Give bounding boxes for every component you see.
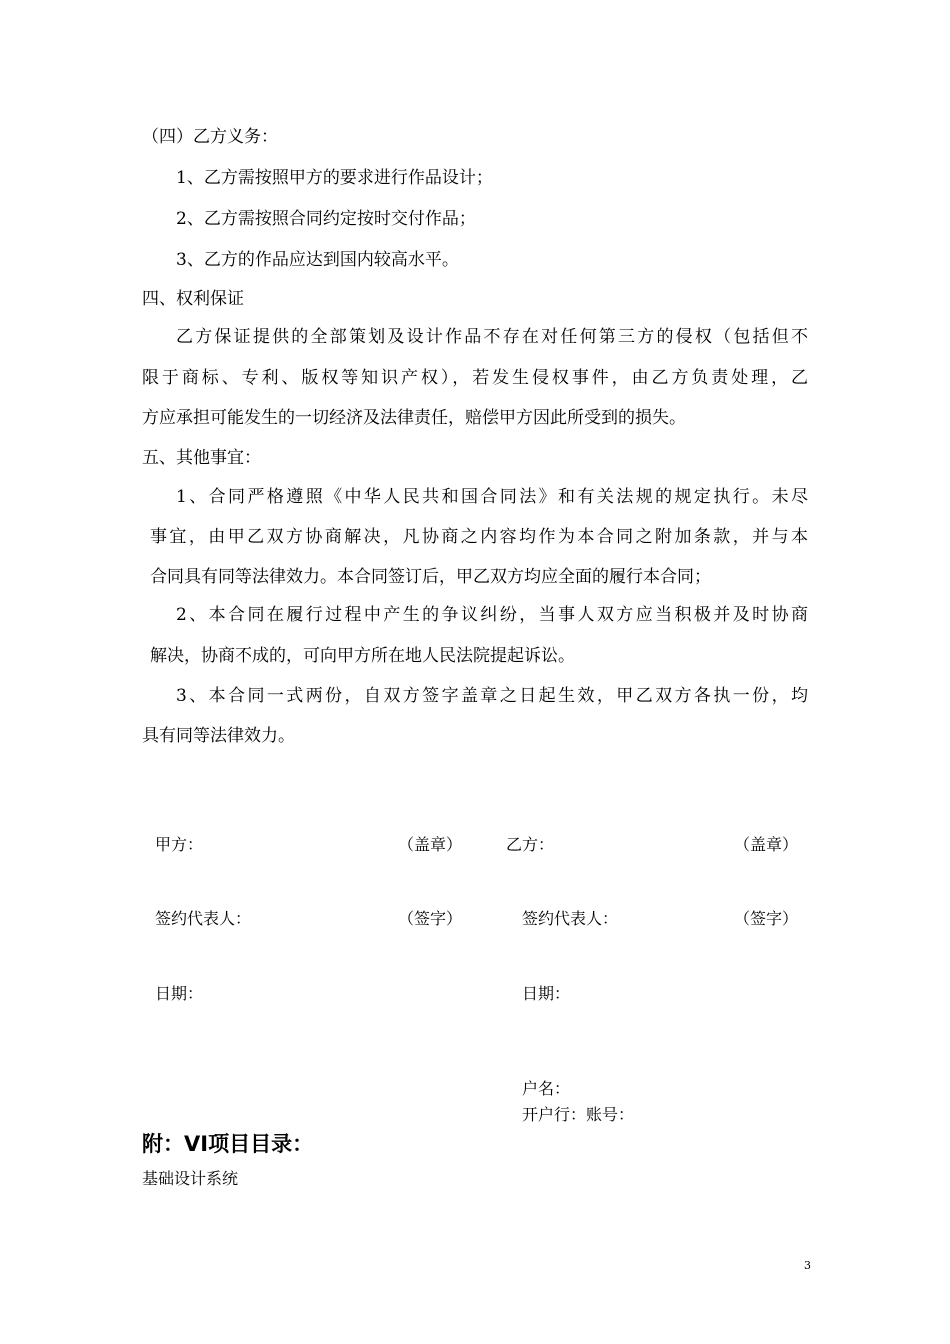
section-heading-other-matters: 五、其他事宜： [142, 448, 261, 468]
party-b-label: 乙方： [506, 835, 555, 854]
rights-guarantee-line-1: 乙方保证提供的全部策划及设计作品不存在对任何第三方的侵权（包括但不 [176, 327, 808, 347]
obligation-item-3: 3、乙方的作品应达到国内较高水平。 [176, 250, 459, 270]
other-item-1-line-3: 合同具有同等法律效力。本合同签订后，甲乙双方均应全面的履行本合同； [150, 567, 711, 587]
party-a-seal-label: （盖章） [398, 835, 463, 854]
party-b-signature-label: （签字） [734, 909, 799, 928]
obligation-item-2: 2、乙方需按照合同约定按时交付作品； [176, 209, 476, 229]
obligation-item-1: 1、乙方需按照甲方的要求进行作品设计； [176, 168, 493, 188]
party-b-seal-label: （盖章） [734, 835, 799, 854]
other-item-2-line-1: 2、本合同在履行过程中产生的争议纠纷，当事人双方应当积极并及时协商 [176, 605, 808, 625]
other-item-2-line-2: 解决，协商不成的，可向甲方所在地人民法院提起诉讼。 [150, 646, 575, 666]
other-item-3-line-2: 具有同等法律效力。 [142, 726, 295, 746]
party-b-date-label: 日期： [522, 984, 571, 1003]
other-item-1-line-1: 1、合同严格遵照《中华人民共和国合同法》和有关法规的规定执行。未尽 [176, 487, 808, 507]
bank-account-label: 开户行：账号： [522, 1105, 635, 1124]
appendix-title: 附：VI项目目录： [142, 1132, 314, 1156]
party-b-representative-label: 签约代表人： [522, 909, 619, 928]
appendix-item-basic-design-system: 基础设计系统 [142, 1169, 239, 1188]
rights-guarantee-line-2: 限于商标、专利、版权等知识产权），若发生侵权事件，由乙方负责处理，乙 [142, 368, 808, 388]
party-a-signature-label: （签字） [398, 909, 463, 928]
section-heading-rights-guarantee: 四、权利保证 [142, 289, 244, 309]
party-a-label: 甲方： [155, 835, 204, 854]
party-a-representative-label: 签约代表人： [155, 909, 252, 928]
sub-heading-party-b-obligations: （四）乙方义务： [142, 127, 278, 147]
rights-guarantee-line-3: 方应承担可能发生的一切经济及法律责任，赔偿甲方因此所受到的损失。 [142, 408, 686, 428]
page-number: 3 [804, 1259, 811, 1272]
other-item-1-line-2: 事宜，由甲乙双方协商解决，凡协商之内容均作为本合同之附加条款，并与本 [150, 527, 808, 547]
party-a-date-label: 日期： [155, 984, 204, 1003]
account-name-label: 户名： [522, 1079, 571, 1098]
other-item-3-line-1: 3、本合同一式两份，自双方签字盖章之日起生效，甲乙双方各执一份，均 [176, 686, 808, 706]
